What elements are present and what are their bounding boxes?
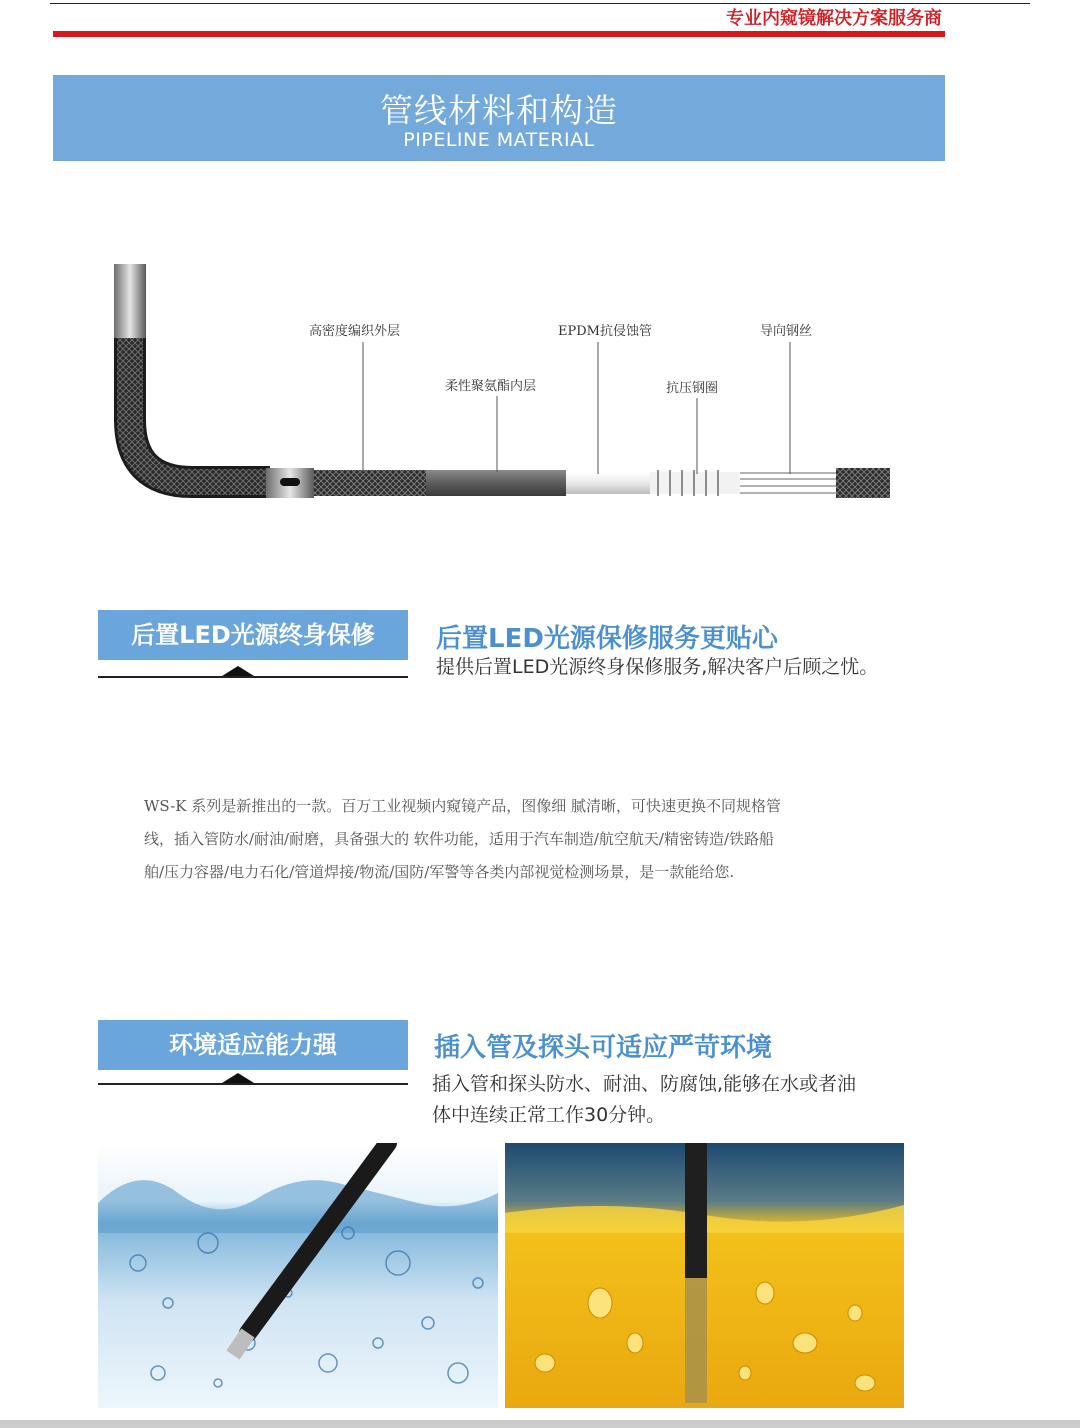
section2-label-box: 环境适应能力强 — [98, 1020, 408, 1070]
label-guide-wire: 导向钢丝 — [760, 324, 813, 339]
section2-triangle-marker — [222, 1073, 254, 1083]
label-epdm-tube: EPDM抗侵蚀管 — [558, 324, 652, 339]
header-tagline: 专业内窥镜解决方案服务商 — [726, 8, 942, 29]
section1-label-box: 后置LED光源终身保修 — [98, 610, 408, 660]
pipeline-diagram — [90, 220, 990, 550]
label-inner-layer: 柔性聚氨酯内层 — [445, 379, 537, 394]
pipeline-illustration — [90, 220, 990, 550]
paragraph-line-3: 舶/压力容器/电力石化/管道焊接/物流/国防/军警等各类内部视觉检测场景，是一款能给您. — [144, 863, 735, 881]
section1-description: 提供后置LED光源终身保修服务,解决客户后顾之忧。 — [436, 656, 879, 678]
water-test-image — [98, 1143, 498, 1408]
section2-description — [432, 1069, 952, 1131]
paragraph-line-2: 线，插入管防水/耐油/耐磨，具备强大的 软件功能，适用于汽车制造/航空航天/精密铸造/铁路船 — [144, 830, 775, 848]
label-pressure-ring: 抗压钢圈 — [666, 381, 719, 396]
section-banner — [53, 75, 945, 161]
section1-triangle-marker — [222, 666, 254, 676]
section2-description-line-2: 体中连续正常工作30分钟。 — [432, 1104, 666, 1126]
oil-test-image — [505, 1143, 904, 1408]
section2-underline — [98, 1083, 408, 1085]
probe-tip — [114, 264, 146, 340]
product-description-paragraph — [144, 790, 874, 889]
section2-description-line-1: 插入管和探头防水、耐油、防腐蚀,能够在水或者油 — [432, 1073, 857, 1095]
banner-title: 管线材料和构造 — [380, 91, 618, 130]
banner-subtitle: PIPELINE MATERIAL — [403, 129, 595, 151]
section1-heading: 后置LED光源保修服务更贴心 — [436, 624, 778, 654]
section2-heading: 插入管及探头可适应严苛环境 — [434, 1033, 773, 1063]
header-red-bar — [53, 31, 945, 37]
paragraph-line-1: WS-K 系列是新推出的一款。百万工业视频内窥镜产品，图像细 腻清晰，可快速更换不同规格管 — [144, 797, 782, 815]
bottom-scroll-bar — [0, 1420, 1080, 1428]
label-outer-braid: 高密度编织外层 — [309, 324, 401, 339]
section1-underline — [98, 676, 408, 678]
